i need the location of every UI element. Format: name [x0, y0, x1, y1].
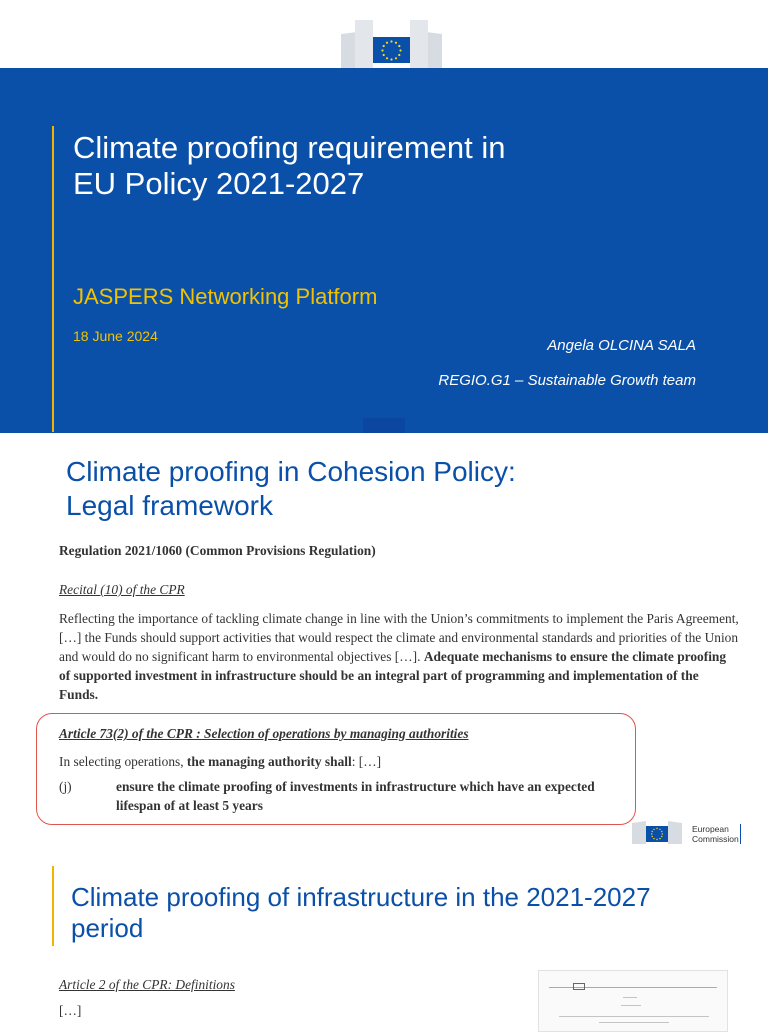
- small-logo-text: [692, 824, 739, 844]
- recital-text-bold: Adequate mechanisms to ensure the climate proofing of supported investment in infrastructure should be an integral part of programming and implementation of the Funds.: [59, 649, 727, 702]
- slide3-title-line2: period: [71, 913, 144, 943]
- cover-notch: [363, 418, 405, 433]
- slide3-title: [71, 882, 751, 944]
- cover-title: [73, 130, 673, 202]
- slide3-title-line1: Climate proofing of infrastructure in the 2021-2027: [71, 882, 651, 912]
- recital-text-plain: Reflecting the importance of tackling climate change in line with the Union’s commitments to implement the Paris Agreement, […] the Funds should support activities that would respect the climate and environmental standards and priorities of the Union and would do no significant harm to environmental objectives […].: [59, 611, 739, 664]
- cover-title-line2: EU Policy 2021-2027: [73, 166, 365, 201]
- thumbnail-box: [573, 983, 585, 990]
- article-intro-end: : […]: [351, 754, 382, 769]
- cover-accent-bar: [52, 126, 54, 432]
- thumbnail-line: [599, 1022, 669, 1023]
- slide2-title-line1: Climate proofing in Cohesion Policy:: [66, 456, 516, 487]
- cover-team: REGIO.G1 – Sustainable Growth team: [438, 372, 696, 389]
- cover-title-line1: Climate proofing requirement in: [73, 130, 506, 165]
- article-intro-bold: the managing authority shall: [186, 754, 352, 769]
- thumbnail-line: [623, 997, 637, 998]
- article-73-intro: [59, 752, 381, 771]
- article-73-heading: Article 73(2) of the CPR : Selection of operations by managing authorities: [59, 726, 469, 741]
- article-2-heading: Article 2 of the CPR: Definitions: [59, 977, 235, 992]
- recital-text: [59, 609, 739, 704]
- article-item-label: (j): [59, 779, 72, 794]
- cover-subtitle: JASPERS Networking Platform: [73, 284, 378, 309]
- regulation-page-thumbnail: [538, 970, 728, 1032]
- small-logo-text-commission: Commission: [692, 834, 739, 844]
- article-2-ellipsis: […]: [59, 1003, 82, 1018]
- small-logo-text-european: European: [692, 824, 729, 834]
- cover-date: 18 June 2024: [73, 328, 158, 344]
- slide3-accent-bar: [52, 866, 54, 946]
- thumbnail-line: [559, 1016, 709, 1017]
- slide2-title: [66, 455, 706, 523]
- regulation-heading: Regulation 2021/1060 (Common Provisions Regulation): [59, 543, 376, 558]
- recital-heading: Recital (10) of the CPR: [59, 582, 185, 597]
- article-intro-plain: In selecting operations,: [59, 754, 187, 769]
- thumbnail-line: [621, 1005, 641, 1006]
- cover-author: Angela OLCINA SALA: [547, 337, 696, 354]
- slide2-title-line2: Legal framework: [66, 490, 273, 521]
- article-item-text: ensure the climate proofing of investments in infrastructure which have an expected lifespan of at least 5 years: [116, 779, 595, 813]
